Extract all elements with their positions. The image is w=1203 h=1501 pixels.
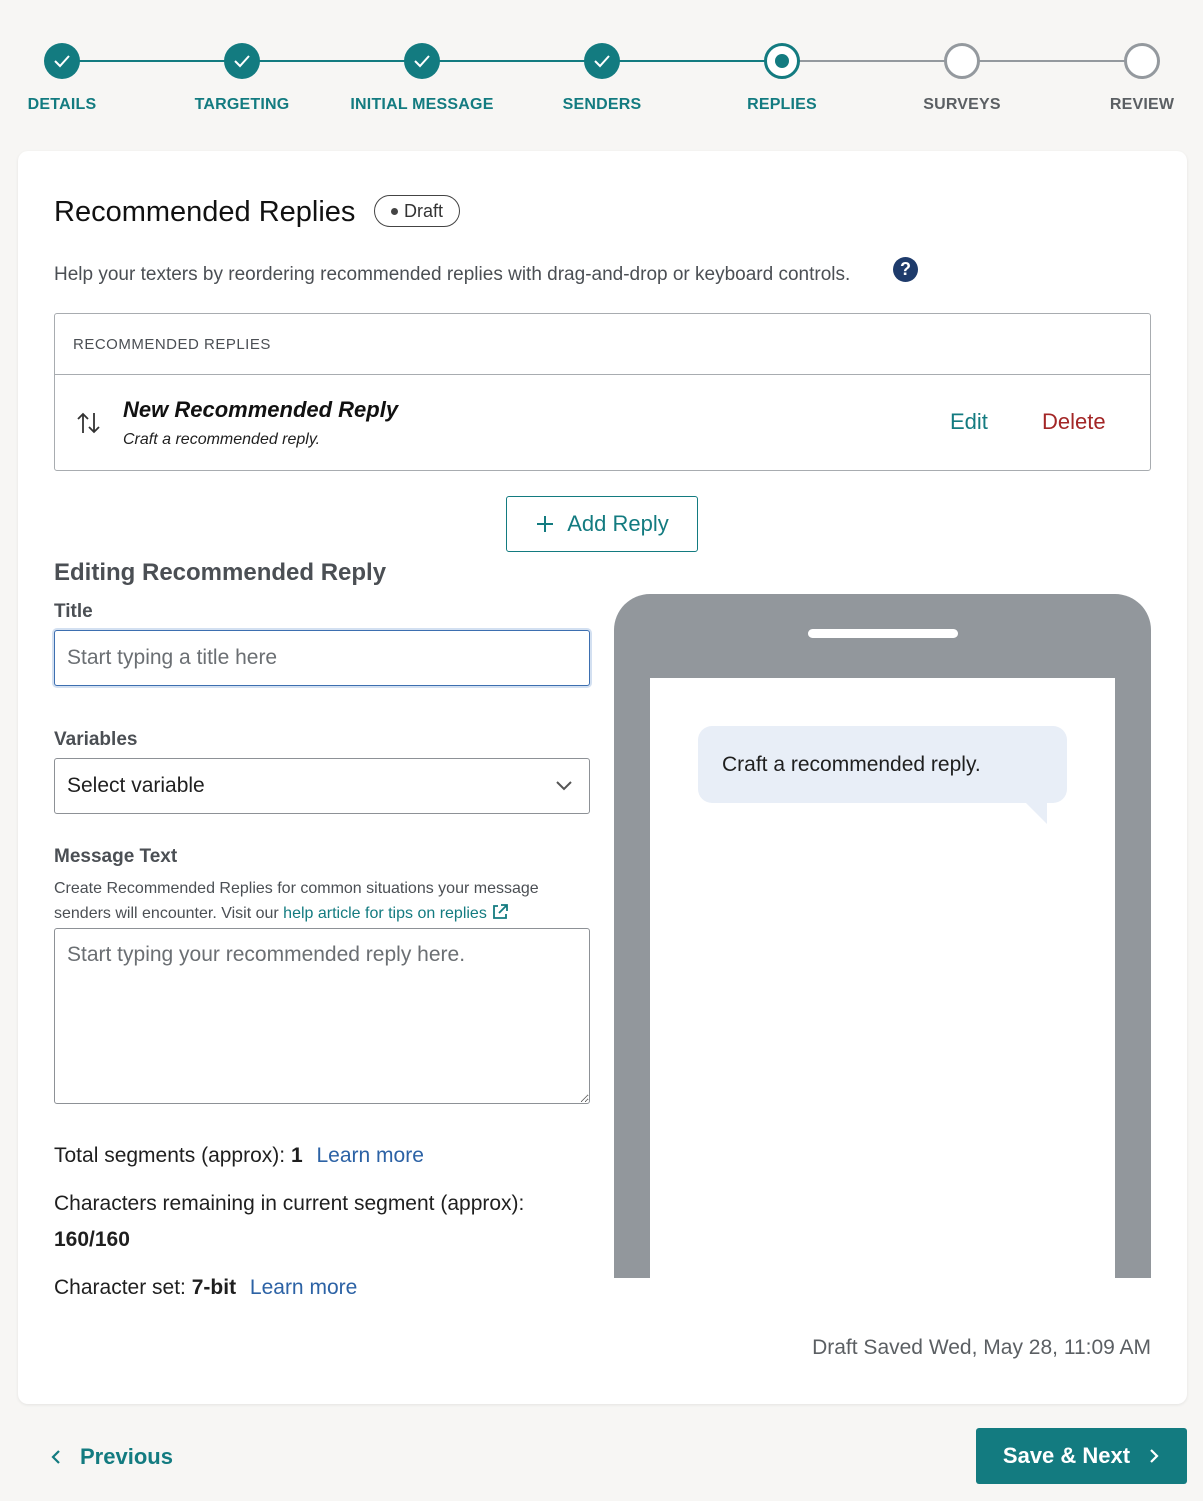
save-next-label: Save & Next — [1002, 1443, 1131, 1468]
step-label-details[interactable]: DETAILS — [27, 96, 97, 113]
question-help-icon[interactable]: ? — [893, 257, 918, 282]
reply-subtitle: Craft a recommended reply. — [123, 431, 321, 448]
step-label-surveys[interactable]: SURVEYS — [923, 96, 1001, 113]
status-badge-label: Draft — [403, 200, 443, 221]
chevron-right-icon — [1148, 1447, 1160, 1465]
step-surveys-circle-icon[interactable] — [944, 43, 980, 79]
charset-label: Character set: — [54, 1276, 186, 1299]
chevron-left-icon — [50, 1448, 62, 1466]
plus-icon — [535, 514, 555, 534]
remaining-value-row — [54, 1228, 130, 1252]
variables-select[interactable] — [54, 758, 590, 814]
message-help-text — [54, 876, 584, 926]
step-replies-current-icon[interactable] — [764, 43, 800, 79]
title-label: Title — [54, 601, 93, 622]
charset-info — [54, 1276, 357, 1300]
bullet-icon — [391, 208, 398, 215]
reply-row[interactable] — [55, 375, 1150, 471]
help-article-link[interactable] — [283, 905, 509, 922]
message-textarea[interactable] — [54, 928, 590, 1104]
remaining-value: 160/160 — [54, 1228, 130, 1251]
add-reply-button[interactable] — [506, 496, 698, 552]
message-help-copy: Create Recommended Replies for common situations your message senders will encounter. Visit our — [54, 880, 539, 922]
chevron-down-icon — [555, 779, 573, 793]
replies-table — [54, 313, 1151, 471]
previous-label: Previous — [80, 1444, 173, 1469]
edit-reply-button[interactable]: Edit — [950, 409, 988, 434]
title-input[interactable] — [54, 630, 590, 686]
progress-stepper — [0, 0, 1203, 140]
step-targeting-check-icon[interactable] — [224, 43, 260, 79]
step-label-senders[interactable]: SENDERS — [562, 96, 642, 113]
step-label-replies[interactable]: REPLIES — [747, 96, 817, 113]
message-bubble-text: Craft a recommended reply. — [722, 752, 981, 776]
draft-saved-status: Draft Saved Wed, May 28, 11:09 AM — [812, 1336, 1151, 1359]
add-reply-label: Add Reply — [567, 511, 669, 536]
charset-value: 7-bit — [191, 1276, 237, 1299]
step-label-initial-message[interactable]: INITIAL MESSAGE — [350, 96, 494, 113]
message-bubble — [698, 726, 1067, 803]
step-senders-check-icon[interactable] — [584, 43, 620, 79]
segments-info — [54, 1144, 424, 1168]
bubble-tail — [1025, 802, 1047, 824]
delete-reply-button[interactable]: Delete — [1042, 409, 1106, 434]
reorder-arrows-icon[interactable] — [75, 409, 103, 437]
step-label-targeting[interactable]: TARGETING — [194, 96, 290, 113]
help-article-link-text[interactable]: help article for tips on replies — [283, 905, 487, 922]
step-initial-message-check-icon[interactable] — [404, 43, 440, 79]
variables-label: Variables — [54, 729, 138, 750]
help-text: Help your texters by reordering recommended replies with drag-and-drop or keyboard controls. — [54, 264, 851, 285]
replies-table-header: RECOMMENDED REPLIES — [55, 314, 1150, 375]
phone-screen — [650, 678, 1115, 1278]
step-details-check-icon[interactable] — [44, 43, 80, 79]
previous-button[interactable] — [50, 1440, 173, 1474]
reply-title: New Recommended Reply — [123, 397, 399, 422]
phone-preview — [614, 594, 1151, 1278]
step-label-review[interactable]: REVIEW — [1109, 96, 1175, 113]
segments-learn-more-link[interactable]: Learn more — [316, 1144, 424, 1167]
save-next-button[interactable] — [976, 1428, 1187, 1484]
replies-card — [18, 151, 1187, 1404]
variables-select-value: Select variable — [67, 774, 205, 797]
segments-value: 1 — [290, 1144, 303, 1167]
page-title: Recommended Replies — [54, 196, 356, 228]
step-review-circle-icon[interactable] — [1124, 43, 1160, 79]
remaining-label: Characters remaining in current segment (approx): — [54, 1192, 525, 1215]
status-badge — [374, 195, 460, 227]
segments-label: Total segments (approx): — [54, 1144, 286, 1167]
editing-heading: Editing Recommended Reply — [54, 559, 387, 586]
message-text-label: Message Text — [54, 846, 178, 867]
phone-speaker — [808, 629, 958, 638]
external-link-icon[interactable] — [491, 903, 509, 921]
charset-learn-more-link[interactable]: Learn more — [249, 1276, 358, 1299]
